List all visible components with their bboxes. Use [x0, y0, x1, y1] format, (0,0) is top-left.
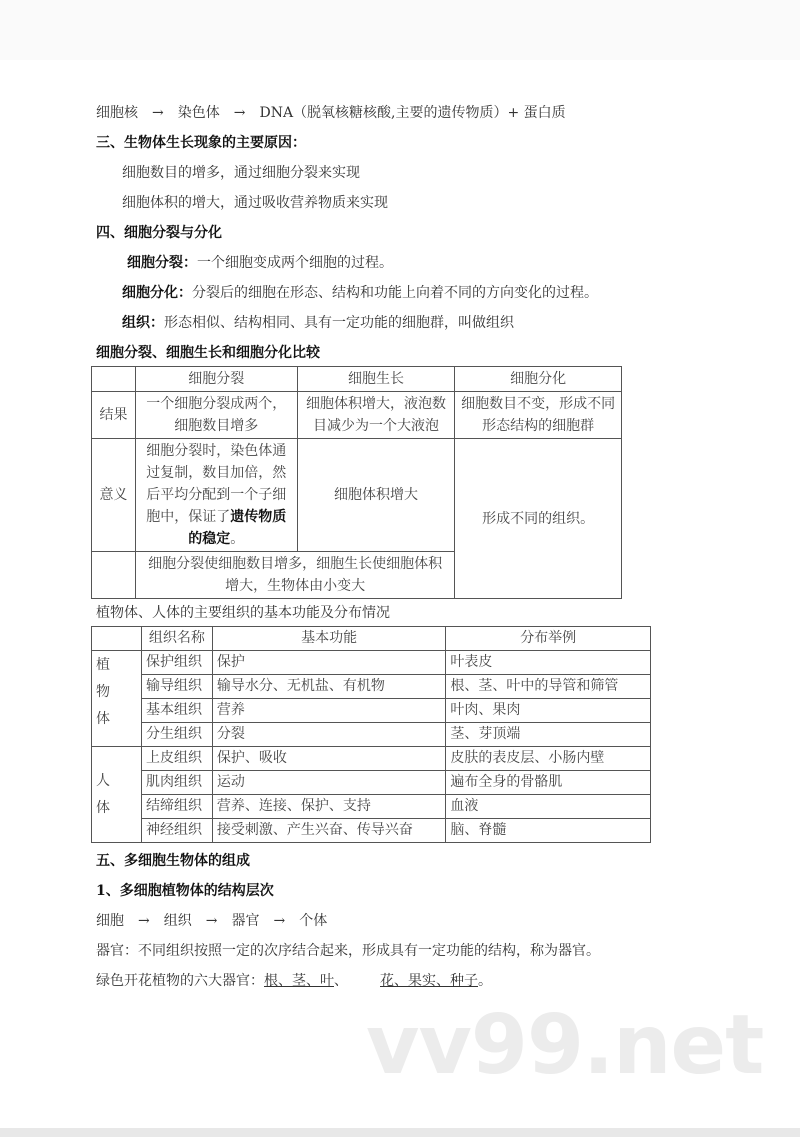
- tissue-function: 营养: [212, 699, 446, 723]
- section3-line: 细胞数目的增多，通过细胞分裂来实现: [122, 165, 360, 181]
- table-header-row: [92, 367, 622, 392]
- table-cell: 形成不同的组织。: [455, 439, 622, 599]
- chain-item: 染色体: [177, 105, 220, 121]
- header-cell: 基本功能: [212, 627, 446, 651]
- section3-line: 细胞体积的增大，通过吸收营养物质来实现: [122, 195, 388, 211]
- section5-title: 五、多细胞生物体的组成: [96, 853, 250, 869]
- tissue-distribution: 叶肉、果肉: [446, 699, 651, 723]
- cell-comparison-table: [91, 366, 622, 599]
- tissue-name: 结缔组织: [141, 795, 212, 819]
- tissue-function: 保护、吸收: [212, 747, 446, 771]
- period: 。: [478, 973, 492, 989]
- table-row: [92, 675, 651, 699]
- term: 细胞分化：: [122, 285, 192, 301]
- reproductive-organs: 花、果实、种子: [380, 973, 478, 989]
- definition: 分裂后的细胞在形态、结构和功能上向着不同的方向变化的过程。: [192, 285, 598, 301]
- arrow-icon: →: [152, 105, 164, 121]
- table-row: [92, 795, 651, 819]
- arrow-icon: →: [233, 105, 246, 121]
- tissue-distribution: 叶表皮: [446, 651, 651, 675]
- tissue-name: 输导组织: [141, 675, 212, 699]
- header-cell: 细胞分裂: [135, 367, 297, 392]
- tissue-name: 分生组织: [141, 723, 212, 747]
- cell-text: 细胞分裂时，染色体通过复制，数目加倍，然后平均分配到一个子细胞中，保证了: [146, 443, 287, 525]
- cell-text-bold: 遗传物质的稳定: [188, 509, 287, 547]
- chain-item: 个体: [299, 913, 328, 929]
- tissue-distribution: 遍布全身的骨骼肌: [446, 771, 651, 795]
- definition-differentiation: [96, 283, 716, 303]
- table-cell: 细胞体积增大: [297, 439, 455, 552]
- tissue-function: 输导水分、无机盐、有机物: [212, 675, 446, 699]
- tissue-name: 上皮组织: [141, 747, 212, 771]
- table1-caption: 细胞分裂、细胞生长和细胞分化比较: [96, 345, 320, 361]
- tissue-name: 保护组织: [141, 651, 212, 675]
- watermark: vv99.net: [366, 998, 764, 1093]
- table-row: [92, 651, 651, 675]
- definition-division: [96, 253, 716, 273]
- term: 细胞分裂：: [127, 255, 197, 271]
- tissue-name: 基本组织: [141, 699, 212, 723]
- tissue-distribution: 茎、芽顶端: [446, 723, 651, 747]
- table-row: [92, 699, 651, 723]
- table-row: [92, 439, 622, 552]
- definition-tissue: [96, 313, 716, 333]
- tissue-distribution: 皮肤的表皮层、小肠内壁: [446, 747, 651, 771]
- table-cell: 细胞数目不变，形成不同形态结构的细胞群: [455, 392, 622, 439]
- row-label: 结果: [92, 392, 136, 439]
- cell-text: 。: [230, 531, 245, 547]
- table-row: [92, 819, 651, 843]
- table-header-row: [92, 627, 651, 651]
- organ-definition: 器官：不同组织按照一定的次序结合起来，形成具有一定功能的结构，称为器官。: [96, 943, 600, 959]
- page-bottom-edge: [0, 1128, 800, 1137]
- tissue-name: 肌肉组织: [141, 771, 212, 795]
- tissue-distribution: 根、茎、叶中的导管和筛管: [446, 675, 651, 699]
- table-cell: 一个细胞分裂成两个，细胞数目增多: [135, 392, 297, 439]
- table-cell: 细胞体积增大，液泡数目减少为一个大液泡: [297, 392, 455, 439]
- definition: 形态相似、结构相同、具有一定功能的细胞群，叫做组织: [164, 315, 514, 331]
- chain-item: 细胞: [96, 913, 124, 929]
- tissue-distribution: 血液: [446, 795, 651, 819]
- table-row: [92, 392, 622, 439]
- term: 组织：: [122, 315, 164, 331]
- table-row: [92, 723, 651, 747]
- chain-item: 细胞核: [96, 105, 138, 121]
- table-row: [92, 771, 651, 795]
- header-cell: 细胞生长: [297, 367, 455, 392]
- table-cell: 细胞分裂使细胞数目增多，细胞生长使细胞体积增大，生物体由小变大: [135, 552, 454, 599]
- vegetative-organs: 根、茎、叶: [264, 973, 334, 989]
- header-cell: [92, 367, 136, 392]
- chain-item: DNA（脱氧核糖核酸,主要的遗传物质）+ 蛋白质: [259, 105, 566, 121]
- tissue-name: 神经组织: [141, 819, 212, 843]
- tissue-table: [91, 626, 651, 843]
- separator: 、: [334, 973, 348, 989]
- tissue-distribution: 脑、脊髓: [446, 819, 651, 843]
- group-label: 人体: [92, 747, 142, 843]
- arrow-icon: →: [273, 913, 286, 929]
- table-cell: [135, 439, 297, 552]
- header-cell: [92, 627, 142, 651]
- row-label: 意义: [92, 439, 136, 552]
- chain-item: 器官: [231, 913, 260, 929]
- six-organs: [96, 971, 716, 991]
- tissue-function: 运动: [212, 771, 446, 795]
- tissue-function: 分裂: [212, 723, 446, 747]
- section5-subtitle: 1、多细胞植物体的结构层次: [96, 883, 274, 899]
- arrow-icon: →: [205, 913, 218, 929]
- section3-title: 三、生物体生长现象的主要原因：: [96, 135, 306, 151]
- definition: 一个细胞变成两个细胞的过程。: [197, 255, 393, 271]
- arrow-icon: →: [138, 913, 150, 929]
- section4-title: 四、细胞分裂与分化: [96, 225, 222, 241]
- structure-chain: [96, 911, 716, 931]
- header-cell: 组织名称: [141, 627, 212, 651]
- nucleus-chain: [96, 103, 716, 123]
- label: 绿色开花植物的六大器官：: [96, 973, 264, 989]
- header-cell: 细胞分化: [455, 367, 622, 392]
- tissue-function: 营养、连接、保护、支持: [212, 795, 446, 819]
- tissue-function: 接受刺激、产生兴奋、传导兴奋: [212, 819, 446, 843]
- group-label: 植物体: [92, 651, 142, 747]
- table-row: [92, 747, 651, 771]
- empty-cell: [92, 552, 136, 599]
- header-cell: 分布举例: [446, 627, 651, 651]
- chain-item: 组织: [163, 913, 192, 929]
- table2-caption: 植物体、人体的主要组织的基本功能及分布情况: [96, 605, 390, 621]
- tissue-function: 保护: [212, 651, 446, 675]
